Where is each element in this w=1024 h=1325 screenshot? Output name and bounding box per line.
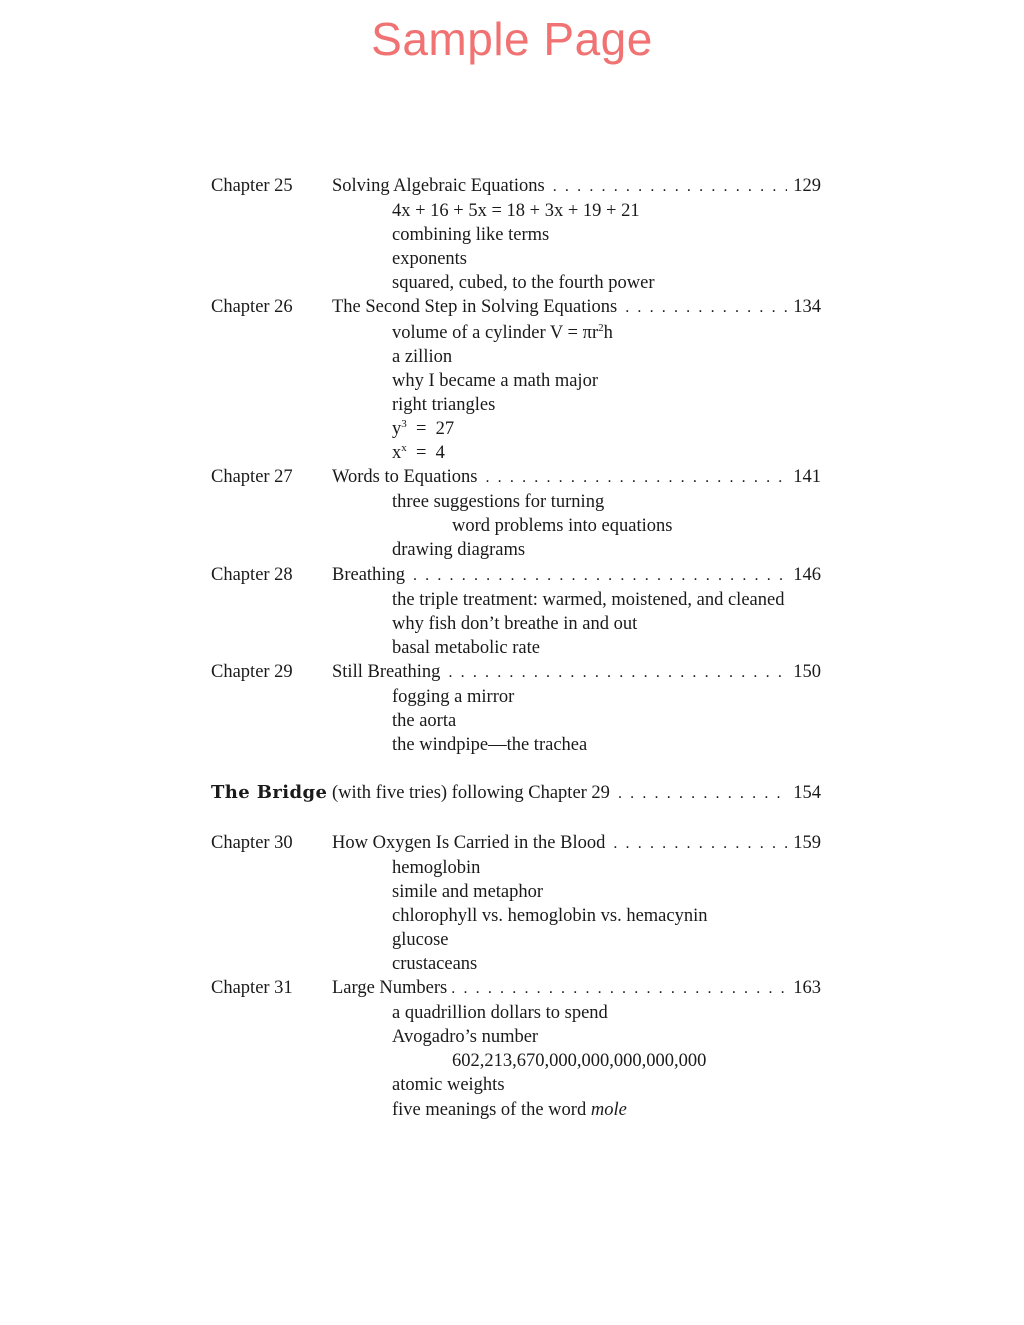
bridge-title [211,781,610,805]
toc-subtopic: chlorophyll vs. hemoglobin vs. hemacynin [392,905,708,926]
toc-subtopic: the triple treatment: warmed, moistened, and cleaned [392,589,785,610]
page-number: 146 [793,564,821,585]
toc-subtopic [211,321,821,345]
dot-leader [451,977,787,1001]
toc-subtopic: Avogadro’s number [392,1027,539,1048]
dot-leader [413,564,787,588]
chapter-title: The Second Step in Solving Equations [332,297,618,318]
toc-subtopic: atomic weights [392,1075,505,1096]
exponent: x [401,442,407,455]
toc-subtopic [211,417,821,441]
formula-rest: = 4 [406,443,445,464]
toc-entry-chapter-28[interactable] [211,563,821,588]
toc-subtopic: hemoglobin [392,857,481,878]
chapter-title: Solving Algebraic Equations [332,176,545,196]
page-number: 163 [793,978,821,999]
chapter-label: Chapter 26 [211,297,293,318]
toc-subtopic: right triangles [392,394,496,415]
toc-subtopic: the aorta [392,711,457,732]
toc-subtopic: crustaceans [392,954,478,974]
dot-leader [485,466,787,490]
toc-entry-the-bridge[interactable] [211,781,821,806]
toc-subtopic: three suggestions for turning [392,492,605,513]
toc-entry-chapter-31[interactable] [211,976,821,1001]
dot-leader [448,661,787,685]
chapter-title: How Oxygen Is Carried in the Blood [332,832,606,853]
toc-subtopic: a zillion [392,346,453,367]
table-of-contents [211,174,821,1122]
subtopic-text: five meanings of the word [392,1099,591,1120]
bridge-title-bold: The Bridge [211,782,328,804]
toc-subtopic: squared, cubed, to the fourth power [392,273,655,294]
formula-base: x [392,443,402,464]
toc-subtopic: 4x + 16 + 5x = 18 + 3x + 19 + 21 [392,201,640,222]
bridge-title-rest: (with five tries) following Chapter 29 [331,783,610,804]
toc-subtopic: exponents [392,249,468,270]
formula-rest: = 27 [406,418,455,439]
dot-leader [618,782,787,806]
toc-subtopic: a quadrillion dollars to spend [392,1003,608,1024]
dot-leader [553,175,788,199]
toc-subtopic: the windpipe—the trachea [392,735,588,756]
toc-entry-chapter-30[interactable] [211,831,821,856]
subtopic-italic: mole [590,1099,627,1120]
chapter-label: Chapter 29 [211,661,293,682]
toc-entry-chapter-25[interactable] [211,174,821,199]
page-number: 150 [793,661,821,682]
page-number: 154 [793,783,821,804]
dot-leader [613,832,787,856]
toc-entry-chapter-26[interactable] [211,295,821,320]
spacer [211,806,821,830]
sample-page-watermark: Sample Page [371,13,653,65]
toc-subtopic: 602,213,670,000,000,000,000,000 [452,1051,707,1072]
chapter-title: Large Numbers [332,978,448,999]
toc-subtopic: word problems into equations [452,516,673,537]
exponent: 2 [598,321,604,334]
toc-entry-chapter-29[interactable] [211,660,821,685]
chapter-label: Chapter 31 [211,978,293,999]
page-number: 159 [793,832,821,853]
page-number: 129 [793,176,821,196]
chapter-label: Chapter 25 [211,176,293,196]
formula-text: volume of a cylinder V = πr [392,322,599,343]
toc-subtopic: why I became a math major [392,370,598,391]
chapter-label: Chapter 27 [211,467,293,488]
formula-end: h [603,322,613,343]
chapter-title: Breathing [332,564,405,585]
toc-subtopic [211,1098,821,1122]
toc-subtopic: glucose [392,929,449,950]
page-number: 141 [793,467,821,488]
toc-subtopic: simile and metaphor [392,881,544,902]
dot-leader [625,296,787,320]
chapter-title: Still Breathing [332,661,441,682]
toc-subtopic: basal metabolic rate [392,637,540,658]
toc-entry-chapter-27[interactable] [211,465,821,490]
toc-subtopic: combining like terms [392,225,550,246]
chapter-label: Chapter 30 [211,832,293,853]
chapter-title: Words to Equations [332,467,478,488]
formula-base: y [392,418,402,439]
toc-subtopic [211,441,821,465]
toc-subtopic: fogging a mirror [392,686,515,707]
exponent: 3 [401,417,407,430]
page-number: 134 [793,297,821,318]
spacer [211,757,821,781]
toc-subtopic: drawing diagrams [392,540,526,561]
toc-subtopic: why fish don’t breathe in and out [392,613,638,634]
chapter-label: Chapter 28 [211,564,293,585]
